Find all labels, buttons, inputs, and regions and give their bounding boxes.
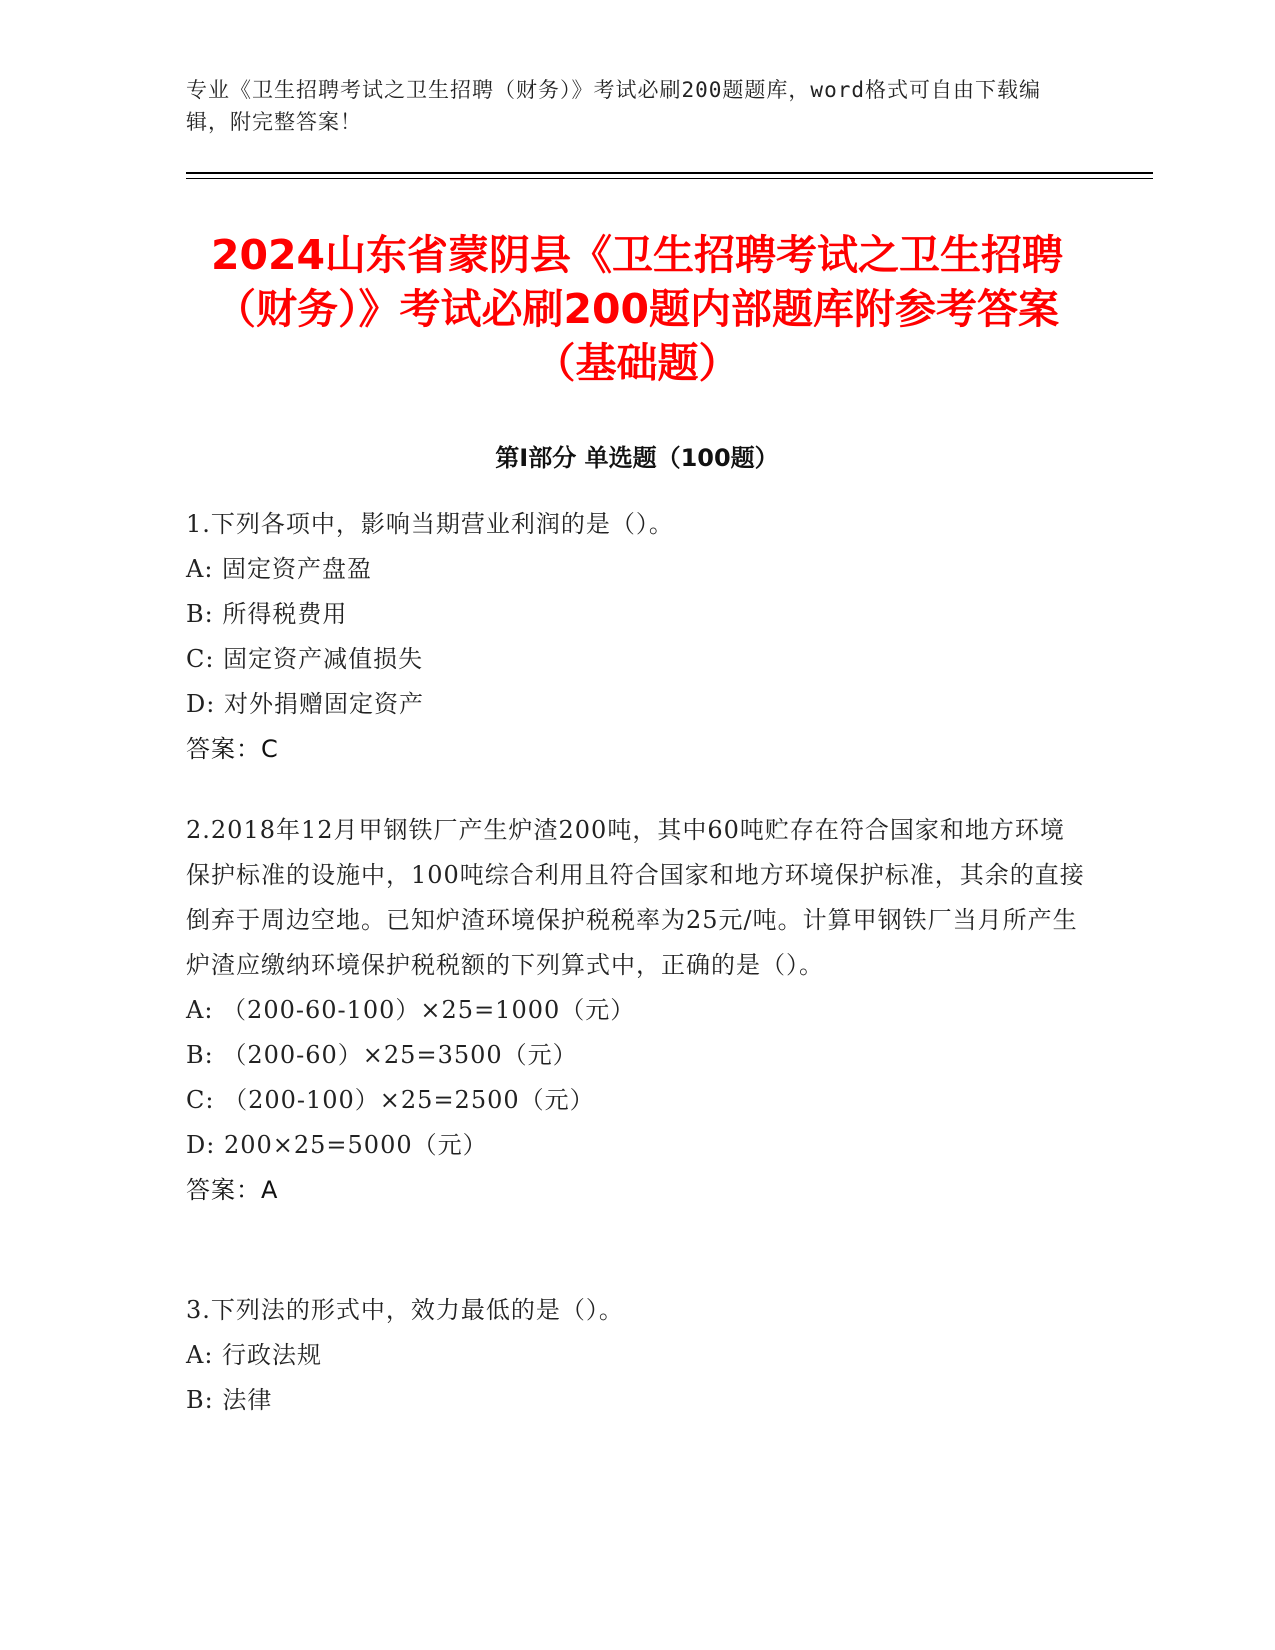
question-3 (186, 1288, 1086, 1423)
option-a: A: 固定资产盘盈 (186, 555, 373, 583)
question-1 (186, 502, 1086, 772)
option-a: A: 行政法规 (186, 1341, 323, 1369)
option-d: D: 对外捐赠固定资产 (186, 690, 424, 718)
answer: 答案：C (186, 735, 279, 763)
answer: 答案：A (186, 1176, 279, 1204)
option-c: C: 固定资产减值损失 (186, 645, 424, 673)
question-text: 2.2018年12月甲钢铁厂产生炉渣200吨，其中60吨贮存在符合国家和地方环境保护标准的设施中，100吨综合利用且符合国家和地方环境保护标准，其余的直接倒弃于周边空地。已知炉渣环境保护税税率为25元/吨。计算甲钢铁厂当月所产生炉渣应缴纳环境保护税税额的下列算式中，正确的是（）。 (186, 816, 1085, 979)
header-note: 专业《卫生招聘考试之卫生招聘（财务）》考试必刷200题题库，word格式可自由下载编辑，附完整答案！ (186, 78, 1041, 134)
header-divider (186, 172, 1153, 174)
question-text: 1.下列各项中，影响当期营业利润的是（）。 (186, 510, 674, 538)
option-b: B: 所得税费用 (186, 600, 348, 628)
option-c: C: （200-100）×25=2500（元） (186, 1086, 595, 1114)
option-b: B: 法律 (186, 1386, 273, 1414)
document-title: 2024山东省蒙阴县《卫生招聘考试之卫生招聘（财务）》考试必刷200题内部题库附参考答案（基础题） (210, 231, 1064, 387)
header-divider-thin (186, 178, 1153, 179)
option-b: B: （200-60）×25=3500（元） (186, 1041, 578, 1069)
section-title: 第I部分 单选题（100题） (495, 444, 779, 472)
option-d: D: 200×25=5000（元） (186, 1131, 488, 1159)
question-text: 3.下列法的形式中，效力最低的是（）。 (186, 1296, 624, 1324)
question-2 (186, 808, 1086, 1213)
option-a: A: （200-60-100）×25=1000（元） (186, 996, 636, 1024)
